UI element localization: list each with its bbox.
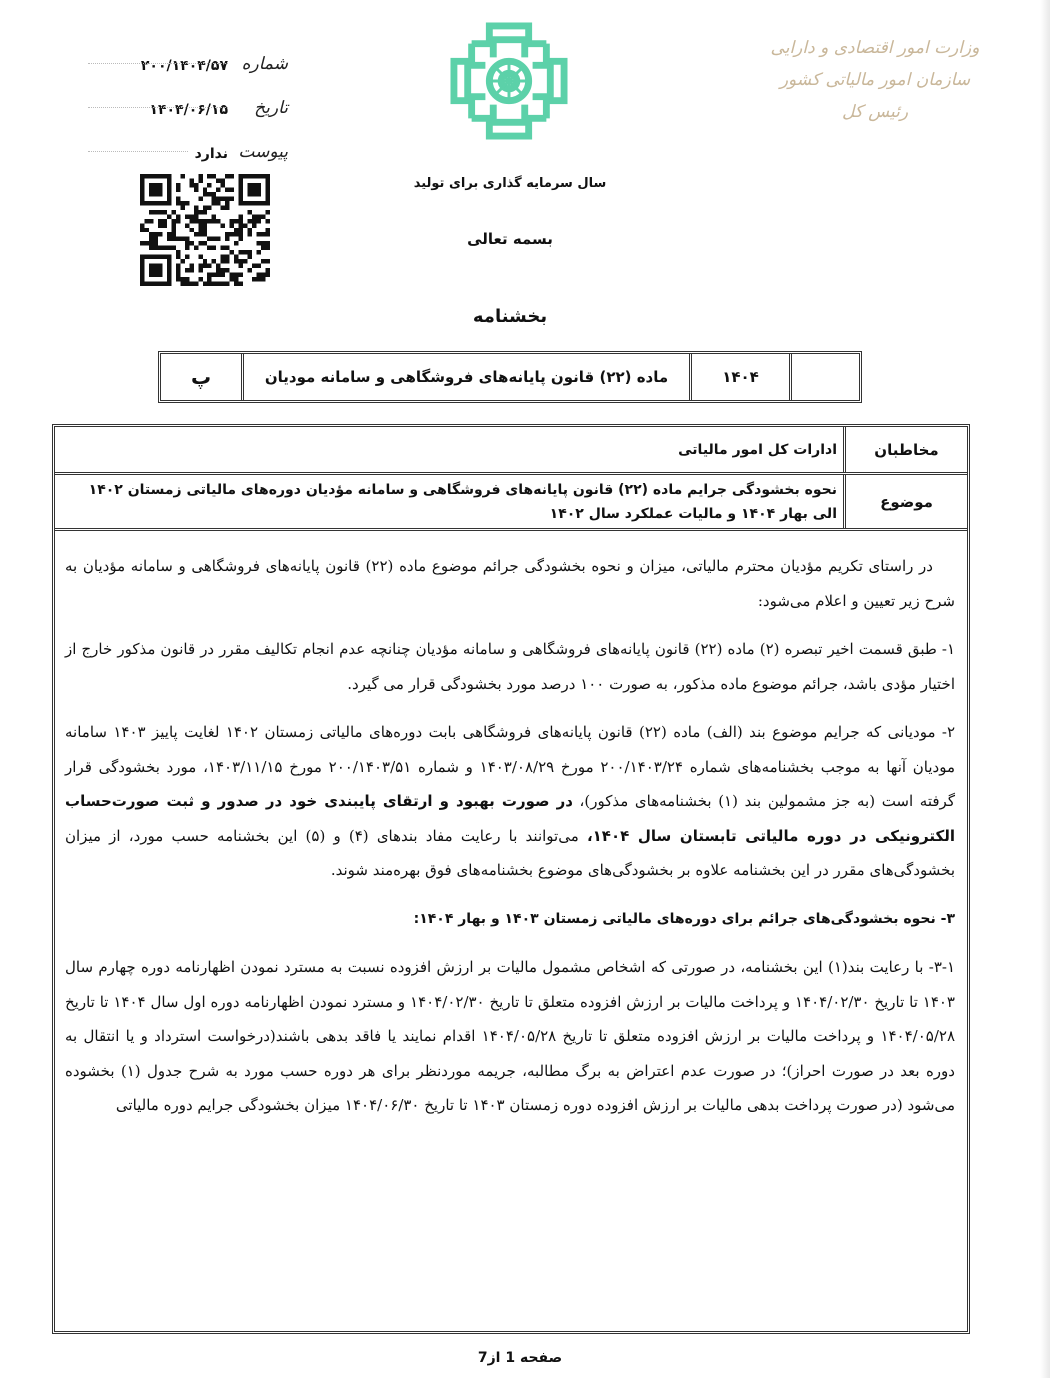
qr-module [212, 201, 216, 205]
qr-module [212, 273, 216, 277]
qr-module [221, 205, 225, 209]
qr-module [194, 219, 198, 223]
qr-module [194, 214, 198, 218]
qr-module [230, 174, 234, 178]
qr-module [185, 255, 189, 259]
year-slogan: سال سرمایه گذاری برای تولید [413, 176, 607, 191]
qr-module [194, 246, 198, 250]
qr-module [176, 277, 180, 281]
qr-module [189, 282, 193, 286]
code-cell-letter: پ [190, 365, 212, 389]
qr-module [225, 237, 229, 241]
qr-module [203, 228, 207, 232]
qr-module [207, 205, 211, 209]
qr-module [230, 232, 234, 236]
qr-module [257, 214, 261, 218]
qr-module [176, 273, 180, 277]
qr-module [198, 210, 202, 214]
document-type-title: بخشنامه [472, 306, 548, 327]
code-cell-title: ماده (۲۲) قانون پایانه‌های فروشگاهی و سامانه مودیان [241, 354, 689, 400]
qr-module [239, 259, 243, 263]
qr-module [171, 232, 175, 236]
qr-module [149, 219, 153, 223]
qr-module [194, 187, 198, 191]
qr-module [212, 219, 216, 223]
qr-module [234, 277, 238, 281]
qr-module [239, 264, 243, 268]
qr-module [216, 196, 220, 200]
subject-value: نحوه بخشودگی جرایم ماده (۲۲) قانون پایانه‌های فروشگاهی و سامانه مؤدیان دوره‌های مالیاتی زمستان ۱۴۰۲ الی بهار ۱۴۰۴ و مالیات عملکرد سال ۱۴۰۲ [88, 481, 837, 522]
qr-module [225, 174, 229, 178]
qr-module [261, 214, 265, 218]
qr-module [203, 210, 207, 214]
clause-3-heading: ۳- نحوه بخشودگی‌های جرائم برای دوره‌های مالیاتی زمستان ۱۴۰۳ و بهار ۱۴۰۴: [413, 910, 955, 927]
qr-module [230, 277, 234, 281]
letter-attachment-label: پیوست [238, 142, 288, 162]
clause-2-part-2: می‌توانند با رعایت مفاد بندهای (۴) و (۵) این بخشنامه حسب مورد، از میزان بخشودگی‌های مقرر در این بخشنامه علاوه بر بخشودگی‌های موضوع بخشنامه‌های فوق بهره‌مند شوند. [65, 826, 955, 879]
qr-module [265, 273, 269, 277]
addressee-row [55, 427, 967, 475]
qr-module [176, 196, 180, 200]
qr-module [230, 223, 234, 227]
qr-module [225, 196, 229, 200]
qr-module [212, 192, 216, 196]
clause-2-part-1: ۲- مودیانی که جرایم موضوع بند (الف) ماده (۲۲) قانون پایانه‌های فروشگاهی بابت دوره‌های مالیاتی زمستان ۱۴۰۲ لغایت پاییز ۱۴۰۳ سامانه مودیان آنها به موجب بخشنامه‌های شماره ۲۰۰/۱۴۰۳/۲۴ مورخ ۱۴۰۳/۰۸/۲۹ و شماره ۲۰۰/۱۴۰۳/۵۱ مورخ ۱۴۰۳/۱۱/۱۵، مورد بخشودگی قرار گرفته است (به جز مشمولین بند (۱) بخشنامه‌های مذکور)، [65, 723, 956, 810]
ministry-header [770, 32, 980, 128]
qr-module [203, 232, 207, 236]
qr-module [140, 223, 144, 227]
qr-module [234, 219, 238, 223]
qr-module [194, 210, 198, 214]
qr-module [239, 250, 243, 254]
qr-module [207, 219, 211, 223]
qr-module [145, 241, 149, 245]
qr-module [149, 246, 153, 250]
qr-module [239, 237, 243, 241]
qr-module [265, 219, 269, 223]
head-title-line: رئیس کل [841, 102, 909, 122]
qr-module [158, 232, 162, 236]
qr-module [207, 273, 211, 277]
qr-module [212, 246, 216, 250]
qr-module [189, 178, 193, 182]
qr-module [145, 228, 149, 232]
qr-module [185, 277, 189, 281]
qr-module [248, 210, 252, 214]
qr-module [221, 268, 225, 272]
qr-module [225, 268, 229, 272]
qr-module [257, 232, 261, 236]
qr-module [248, 232, 252, 236]
letter-number-value: ۲۰۰/۱۴۰۴/۵۷ [140, 58, 228, 74]
qr-module [189, 241, 193, 245]
qr-module [180, 277, 184, 281]
qr-module [176, 250, 180, 254]
qr-module [248, 219, 252, 223]
qr-code-icon[interactable] [140, 174, 270, 286]
qr-module [180, 282, 184, 286]
qr-module [176, 237, 180, 241]
qr-module [180, 201, 184, 205]
qr-module [162, 246, 166, 250]
qr-module [171, 219, 175, 223]
qr-module [225, 259, 229, 263]
qr-module [221, 223, 225, 227]
letter-date-label: تاریخ [254, 98, 288, 118]
qr-module [234, 273, 238, 277]
qr-module [265, 210, 269, 214]
qr-module [167, 232, 171, 236]
qr-module [203, 205, 207, 209]
qr-module [167, 246, 171, 250]
clause-2 [65, 715, 955, 888]
qr-module [257, 241, 261, 245]
qr-module [203, 259, 207, 263]
qr-module [176, 219, 180, 223]
qr-module [234, 228, 238, 232]
qr-module [230, 187, 234, 191]
qr-module [216, 237, 220, 241]
qr-module [216, 201, 220, 205]
qr-module [243, 259, 247, 263]
qr-module [176, 255, 180, 259]
qr-module [185, 201, 189, 205]
qr-module [149, 241, 153, 245]
qr-module [252, 264, 256, 268]
qr-module [203, 241, 207, 245]
qr-module [207, 282, 211, 286]
ministry-line: وزارت امور اقتصادی و دارایی [770, 38, 980, 58]
qr-module [149, 210, 153, 214]
qr-module [185, 214, 189, 218]
qr-module [239, 273, 243, 277]
qr-module [225, 282, 229, 286]
qr-module [221, 282, 225, 286]
qr-module [212, 282, 216, 286]
letter-attachment-row [88, 118, 288, 162]
qr-module [171, 228, 175, 232]
qr-module [203, 192, 207, 196]
qr-module [180, 237, 184, 241]
letter-date-value: ۱۴۰۴/۰۶/۱۵ [149, 102, 228, 118]
qr-module [167, 214, 171, 218]
qr-module [261, 241, 265, 245]
qr-module [216, 282, 220, 286]
circular-code-table [158, 351, 862, 403]
qr-module [248, 268, 252, 272]
qr-module [171, 210, 175, 214]
qr-module [189, 264, 193, 268]
letter-attachment-value: ندارد [194, 146, 228, 162]
addressee-value: ادارات کل امور مالیاتی [678, 441, 837, 458]
qr-module [207, 264, 211, 268]
qr-module [243, 250, 247, 254]
qr-module [212, 237, 216, 241]
qr-module [207, 277, 211, 281]
qr-module [198, 277, 202, 281]
qr-module [207, 237, 211, 241]
qr-module [265, 232, 269, 236]
qr-module [225, 187, 229, 191]
qr-module [212, 259, 216, 263]
qr-module [243, 223, 247, 227]
qr-module [261, 273, 265, 277]
qr-module [189, 268, 193, 272]
qr-module [194, 183, 198, 187]
qr-module [239, 219, 243, 223]
qr-module [225, 246, 229, 250]
qr-module [198, 268, 202, 272]
qr-module [234, 232, 238, 236]
qr-module [234, 282, 238, 286]
qr-module [198, 219, 202, 223]
qr-module [171, 237, 175, 241]
qr-module [230, 196, 234, 200]
qr-module [198, 228, 202, 232]
qr-module [185, 282, 189, 286]
qr-module [198, 223, 202, 227]
qr-module [185, 241, 189, 245]
qr-module [234, 255, 238, 259]
qr-module [189, 214, 193, 218]
qr-module [265, 268, 269, 272]
qr-module [140, 241, 144, 245]
qr-module [239, 223, 243, 227]
qr-module [171, 246, 175, 250]
qr-module [248, 228, 252, 232]
qr-module [167, 237, 171, 241]
qr-module [176, 214, 180, 218]
qr-module [212, 196, 216, 200]
qr-module [180, 174, 184, 178]
qr-module [158, 246, 162, 250]
qr-module [198, 232, 202, 236]
dotted-line [88, 107, 228, 108]
qr-module [185, 223, 189, 227]
qr-module [257, 264, 261, 268]
qr-module [221, 178, 225, 182]
letter-number-label: شماره [241, 54, 288, 74]
qr-module [180, 259, 184, 263]
qr-module [257, 273, 261, 277]
clause-3-1: ۳-۱- با رعایت بند(۱) این بخشنامه، در صورتی که اشخاص مشمول مالیات بر ارزش افزوده نسبت به مسترد نمودن اظهارنامه دوره چهارم سال ۱۴۰۳ تا تاریخ ۱۴۰۴/۰۲/۳۰ و پرداخت مالیات بر ارزش افزوده متعلق تا تاریخ ۱۴۰۴/۰۲/۳۰ و مسترد نمودن اظهارنامه دوره اول سال ۱۴۰۴ تا تاریخ ۱۴۰۴/۰۵/۲۸ و پرداخت مالیات بر ارزش افزوده متعلق تا تاریخ ۱۴۰۴/۰۵/۲۸ اقدام نمایند یا فاقد بدهی باشند(درخواست استرداد و یا انتقال به دوره بعد در صورت احراز)؛ در صورت عدم اعتراض به برگ مطالبه، جریمه موردنظر برای هر دوره حسب مورد به شرح جدول (۱) بخشوده می‌شود (در صورت پرداخت بدهی مالیات بر ارزش افزوده دوره زمستان ۱۴۰۳ تا تاریخ ۱۴۰۴/۰۶/۳۰ میزان بخشودگی جرایم دوره مالیاتی [65, 958, 955, 1114]
qr-module [171, 223, 175, 227]
qr-module [198, 264, 202, 268]
qr-module [153, 232, 157, 236]
qr-module [198, 174, 202, 178]
qr-module [203, 219, 207, 223]
qr-module [234, 241, 238, 245]
qr-module [176, 268, 180, 272]
qr-module [234, 259, 238, 263]
qr-module [198, 255, 202, 259]
qr-module [203, 264, 207, 268]
qr-module [221, 259, 225, 263]
addressee-label: مخاطبان [843, 427, 967, 472]
qr-module [221, 273, 225, 277]
qr-module [153, 237, 157, 241]
code-cell-year: ۱۴۰۴ [689, 354, 789, 400]
qr-module [207, 246, 211, 250]
qr-module [216, 187, 220, 191]
qr-module [189, 219, 193, 223]
qr-module [225, 205, 229, 209]
qr-module [158, 219, 162, 223]
letter-number-row [88, 30, 288, 74]
dotted-line [88, 151, 188, 152]
page-number: صفحه 1 از7 [477, 1350, 563, 1366]
qr-module [153, 210, 157, 214]
qr-module [257, 250, 261, 254]
qr-module [261, 259, 265, 263]
qr-module [198, 241, 202, 245]
qr-module [216, 264, 220, 268]
qr-module [145, 219, 149, 223]
qr-module [225, 255, 229, 259]
qr-module [239, 282, 243, 286]
qr-module [239, 232, 243, 236]
qr-module [149, 237, 153, 241]
subject-row [55, 475, 967, 531]
qr-module [216, 178, 220, 182]
circular-body-frame [52, 424, 970, 1334]
qr-module [257, 219, 261, 223]
qr-module [207, 174, 211, 178]
qr-module [185, 246, 189, 250]
qr-module [198, 178, 202, 182]
qr-module [216, 273, 220, 277]
qr-module [162, 210, 166, 214]
clause-1: ۱- طبق قسمت اخیر تبصره (۲) ماده (۲۲) قانون پایانه‌های فروشگاهی و سامانه مؤدیان چنانچه عدم انجام تکالیف مقرر در قانون مذکور خارج از اختیار مؤدی باشد، جرائم موضوع ماده مذکور، به صورت ۱۰۰ درصد مورد بخشودگی قرار می گیرد. [65, 640, 955, 693]
qr-module [203, 187, 207, 191]
qr-module [261, 232, 265, 236]
qr-module [176, 183, 180, 187]
qr-module [252, 214, 256, 218]
qr-module [265, 241, 269, 245]
dotted-line [88, 63, 228, 64]
qr-module [230, 219, 234, 223]
qr-module [221, 196, 225, 200]
circular-body-text [55, 531, 967, 1123]
qr-module [216, 219, 220, 223]
page-edge-shadow [1040, 0, 1050, 1378]
tax-organization-logo-icon [450, 22, 568, 140]
qr-module [252, 223, 256, 227]
qr-module [189, 228, 193, 232]
qr-module [239, 228, 243, 232]
intro-paragraph: در راستای تکریم مؤدیان محترم مالیاتی، میزان و نحوه بخشودگی جرائم موضوع ماده (۲۲) قانون پایانه‌های فروشگاهی و سامانه مؤدیان به شرح زیر تعیین و اعلام می‌شود: [65, 557, 955, 610]
qr-module [194, 205, 198, 209]
qr-module [158, 223, 162, 227]
code-cell-blank [789, 354, 859, 400]
qr-module [162, 219, 166, 223]
qr-module [257, 277, 261, 281]
qr-module [180, 205, 184, 209]
qr-module [212, 214, 216, 218]
qr-module [185, 237, 189, 241]
clause-2-bold: در صورت بهبود و ارتقای پایبندی خود در صدور و ثبت صورت‌حساب الکترونیکی در دوره مالیاتی تابستان سال ۱۴۰۴، [65, 792, 955, 845]
qr-module [189, 183, 193, 187]
qr-module [203, 282, 207, 286]
qr-module [207, 183, 211, 187]
subject-label: موضوع [843, 475, 967, 528]
qr-module [252, 277, 256, 281]
qr-module [176, 187, 180, 191]
qr-module [153, 241, 157, 245]
qr-module [221, 255, 225, 259]
qr-module [216, 268, 220, 272]
qr-module [176, 264, 180, 268]
qr-module [248, 255, 252, 259]
invocation: بسمه تعالی [467, 230, 553, 248]
qr-module [158, 210, 162, 214]
qr-module [194, 232, 198, 236]
letter-date-row [88, 74, 288, 118]
qr-module [153, 246, 157, 250]
qr-module [207, 192, 211, 196]
organization-line: سازمان امور مالیاتی کشور [779, 70, 971, 90]
qr-module [140, 228, 144, 232]
qr-module [221, 246, 225, 250]
letter-metadata [88, 30, 288, 162]
qr-module [149, 232, 153, 236]
qr-module [261, 277, 265, 281]
qr-module [198, 196, 202, 200]
qr-module [225, 232, 229, 236]
qr-module [261, 246, 265, 250]
qr-module [230, 250, 234, 254]
qr-module [252, 219, 256, 223]
qr-module [162, 223, 166, 227]
qr-module [265, 259, 269, 263]
qr-module [230, 273, 234, 277]
qr-module [176, 201, 180, 205]
qr-module [203, 223, 207, 227]
qr-module [265, 246, 269, 250]
qr-module [221, 183, 225, 187]
qr-module [185, 268, 189, 272]
qr-module [265, 228, 269, 232]
qr-module [248, 250, 252, 254]
qr-module [194, 282, 198, 286]
qr-module [225, 201, 229, 205]
qr-module [239, 214, 243, 218]
qr-module [212, 174, 216, 178]
